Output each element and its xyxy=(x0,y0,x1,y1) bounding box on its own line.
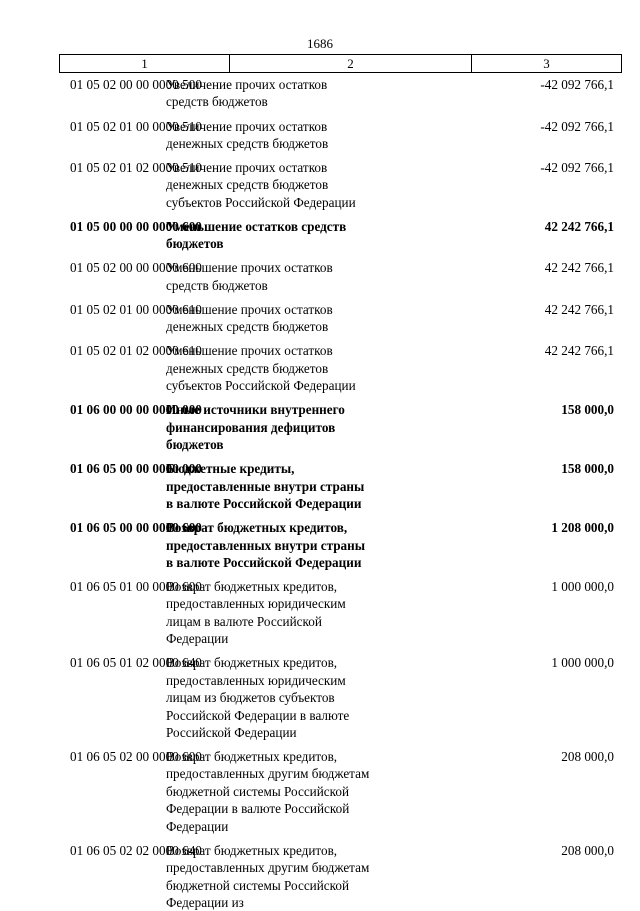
amount-value: -42 092 766,1 xyxy=(540,118,614,134)
budget-code: 01 06 05 01 00 0000 600 xyxy=(70,579,202,595)
item-description: Бюджетные кредиты, предоставленные внутри страны в валюте Российской Федерации xyxy=(166,461,365,512)
budget-code: 01 06 05 02 00 0000 600 xyxy=(70,749,202,765)
table-row xyxy=(0,76,640,111)
table-row xyxy=(0,401,640,453)
amount-value: 158 000,0 xyxy=(561,461,614,477)
amount-value: 42 242 766,1 xyxy=(544,301,614,317)
budget-code: 01 06 05 02 02 0000 640 xyxy=(70,842,202,858)
item-description: Уменьшение прочих остатков денежных средств бюджетов xyxy=(166,301,333,335)
table-row xyxy=(0,118,640,153)
item-description: Возврат бюджетных кредитов, предоставленных юридическим лицам в валюте Российской Федерации xyxy=(166,579,346,647)
table-row xyxy=(0,842,640,911)
budget-code: 01 06 00 00 00 0000 000 xyxy=(70,402,202,418)
amount-value: -42 092 766,1 xyxy=(540,160,614,175)
budget-code: 01 05 02 01 00 0000 510 xyxy=(70,118,202,134)
budget-code: 01 05 02 01 00 0000 610 xyxy=(70,301,202,317)
item-description: Увеличение прочих остатков средств бюджетов xyxy=(166,77,328,110)
table-row xyxy=(0,259,640,294)
column-header-1: 1 xyxy=(60,55,230,72)
budget-code: 01 06 05 00 00 0000 600 xyxy=(70,520,202,536)
table-row xyxy=(0,159,640,211)
page-number: 1686 xyxy=(307,36,333,51)
item-description: Уменьшение прочих остатков денежных средств бюджетов субъектов Российской Федерации xyxy=(166,343,356,394)
item-description: Уменьшение прочих остатков средств бюджетов xyxy=(166,260,333,293)
amount-value: 208 000,0 xyxy=(561,842,614,858)
column-header-2: 2 xyxy=(230,55,472,72)
column-header-3: 3 xyxy=(543,55,550,71)
item-description: Возврат бюджетных кредитов, предоставленных внутри страны в валюте Российской Федерации xyxy=(166,520,366,570)
table-row xyxy=(0,460,640,512)
budget-code: 01 05 02 01 02 0000 610 xyxy=(70,343,202,359)
table-row xyxy=(0,748,640,835)
amount-value: 158 000,0 xyxy=(561,402,614,418)
amount-value: 1 000 000,0 xyxy=(551,655,614,671)
budget-code: 01 06 05 00 00 0000 000 xyxy=(70,461,202,477)
amount-value: 1 000 000,0 xyxy=(551,579,614,595)
table-row xyxy=(0,301,640,336)
amount-value: 1 208 000,0 xyxy=(551,520,614,536)
table-header xyxy=(59,54,622,73)
item-description: Возврат бюджетных кредитов, предоставленных другим бюджетам бюджетной системы Российской Федерации из xyxy=(166,842,370,910)
table-row xyxy=(0,342,640,394)
budget-code: 01 05 02 01 02 0000 510 xyxy=(70,160,202,175)
table-row xyxy=(0,519,640,571)
budget-code: 01 05 00 00 00 0000 600 xyxy=(70,218,202,234)
amount-value: -42 092 766,1 xyxy=(540,77,614,92)
item-description: Уменьшение остатков средств бюджетов xyxy=(166,218,347,252)
budget-code: 01 05 02 00 00 0000 500 xyxy=(70,77,202,92)
item-description: Увеличение прочих остатков денежных средств бюджетов субъектов Российской Федерации xyxy=(166,160,356,210)
budget-code: 01 05 02 00 00 0000 600 xyxy=(70,260,202,276)
item-description: Иные источники внутреннего финансирования дефицитов бюджетов xyxy=(166,402,345,453)
table-row xyxy=(0,578,640,648)
item-description: Увеличение прочих остатков денежных средств бюджетов xyxy=(166,118,329,151)
amount-value: 42 242 766,1 xyxy=(544,260,614,276)
table-row xyxy=(0,654,640,741)
item-description: Возврат бюджетных кредитов, предоставленных юридическим лицам из бюджетов субъектов Российской Федерации в валюте Российской Федерации xyxy=(166,655,350,740)
amount-value: 42 242 766,1 xyxy=(544,218,614,234)
item-description: Возврат бюджетных кредитов, предоставленных другим бюджетам бюджетной системы Российской Федерации в валюте Российской Федерации xyxy=(166,749,370,834)
table-body xyxy=(0,76,640,911)
table-row xyxy=(0,218,640,253)
amount-value: 42 242 766,1 xyxy=(544,343,614,359)
budget-code: 01 06 05 01 02 0000 640 xyxy=(70,655,202,671)
amount-value: 208 000,0 xyxy=(561,749,614,765)
